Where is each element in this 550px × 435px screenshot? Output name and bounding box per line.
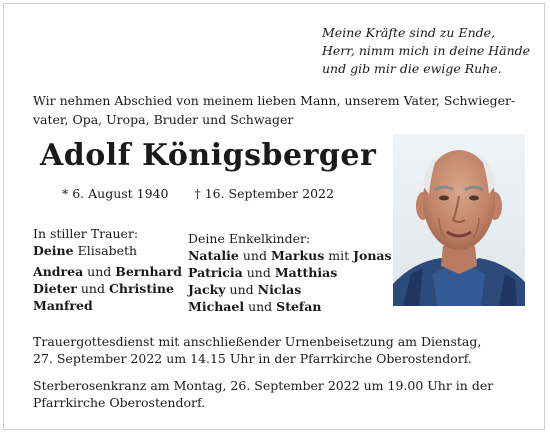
grandchild-row: [188, 247, 392, 264]
conjunction: und: [242, 248, 267, 263]
grandchild-row: [188, 298, 392, 315]
poem-line: Meine Kräfte sind zu Ende,: [322, 25, 495, 40]
portrait-illustration: [393, 134, 525, 306]
grandchildren-heading: Deine Enkelkinder:: [188, 231, 311, 246]
conjunction: und: [80, 281, 105, 296]
poem: [322, 24, 532, 78]
intro-text: [33, 91, 523, 129]
conjunction: und: [248, 299, 273, 314]
grandchild-name: Stefan: [276, 299, 322, 314]
rosary-info: [33, 377, 493, 411]
intro-line: vater, Opa, Uropa, Bruder und Schwager: [33, 112, 294, 127]
service-line: 27. September 2022 um 14.15 Uhr in der Pfarrkirche Oberostendorf.: [33, 351, 472, 366]
grandchildren-list: [188, 230, 392, 315]
rosary-line: Sterberosenkranz am Montag, 26. September 2022 um 19.00 Uhr in der: [33, 378, 494, 393]
wife-name: Elisabeth: [77, 243, 138, 258]
service-info: [33, 333, 481, 367]
poem-line: und gib mir die ewige Ruhe.: [322, 61, 502, 76]
rosary-line: Pfarrkirche Oberostendorf.: [33, 395, 206, 410]
grandchild-name: Matthias: [274, 265, 338, 280]
grandchild-name: Markus: [270, 248, 325, 263]
grandchild-name: Natalie: [188, 248, 239, 263]
life-dates: [62, 186, 334, 201]
grandchild-name: Niclas: [257, 282, 302, 297]
mourner-name: Manfred: [33, 298, 93, 313]
grandchild-name: Patricia: [188, 265, 243, 280]
service-line: Trauergottesdienst mit anschließender Urnenbeisetzung am Dienstag,: [33, 334, 482, 349]
deceased-name: Adolf Königsberger: [40, 138, 377, 173]
conjunction: und: [246, 265, 271, 280]
wife-line: [33, 242, 182, 259]
grandchild-row: [188, 281, 392, 298]
intro-line: Wir nehmen Abschied von meinem lieben Mann, unserem Vater, Schwieger-: [33, 93, 516, 108]
mourner-name: Dieter: [33, 281, 77, 296]
grandchild-name: Jacky: [188, 282, 226, 297]
grandchild-name: Jonas: [353, 248, 392, 263]
conjunction: und: [229, 282, 254, 297]
mourner-name: Andrea: [33, 264, 84, 279]
conjunction: und: [87, 264, 112, 279]
poem-line: Herr, nimm mich in deine Hände: [322, 43, 531, 58]
grandchild-name: Michael: [188, 299, 245, 314]
mourner-pair: [33, 263, 182, 280]
portrait-photo: [393, 134, 525, 306]
conjunction: mit: [328, 248, 350, 263]
mourner-pair: [33, 280, 182, 297]
grandchild-row: [188, 264, 392, 281]
death-date: † 16. September 2022: [194, 186, 334, 201]
mourner-name: Christine: [108, 281, 174, 296]
mourner-name: Bernhard: [115, 264, 182, 279]
mourner-pair: [33, 297, 182, 314]
mourners-heading: In stiller Trauer:: [33, 226, 139, 241]
mourners-list: [33, 225, 182, 314]
wife-prefix: Deine: [33, 243, 74, 258]
birth-date: * 6. August 1940: [62, 186, 169, 201]
